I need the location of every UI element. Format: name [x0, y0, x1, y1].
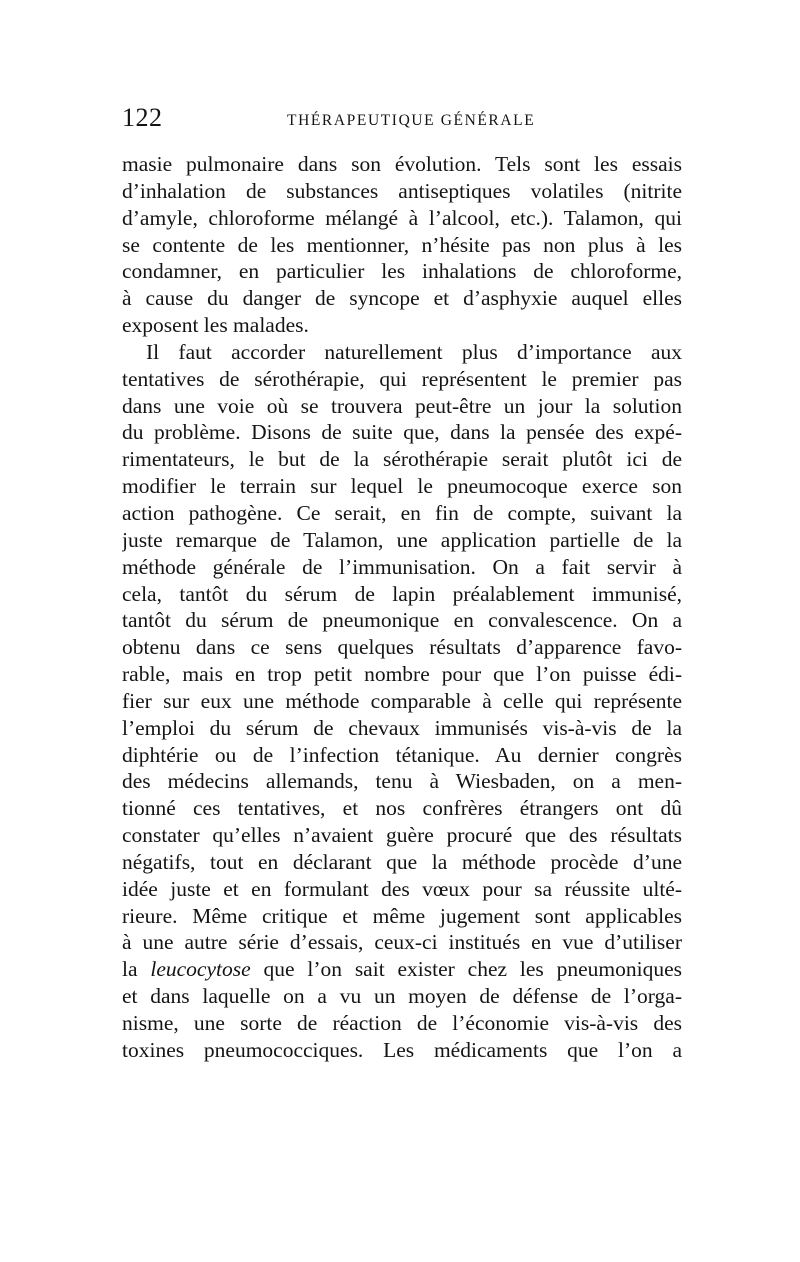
text-line: cela, tantôt du sérum de lapin préalablement immunisé, [122, 581, 682, 606]
text-line: d’inhalation de substances antiseptiques volatiles (nitrite [122, 178, 682, 203]
text-line: à une autre série d’essais, ceux-ci institués en vue d’utiliser [122, 930, 682, 955]
text-line: du problème. Disons de suite que, dans la pensée des expé- [122, 420, 682, 445]
text-line: à cause du danger de syncope et d’asphyxie auquel elles [122, 286, 682, 311]
text-line: dans une voie où se trouvera peut-être un jour la solution [122, 393, 682, 418]
italic-term: leucocytose [150, 957, 251, 982]
text-line: l’emploi du sérum de chevaux immunisés vis-à-vis de la [122, 715, 682, 740]
text-line: Il faut accorder naturellement plus d’importance aux [146, 339, 682, 364]
text-line: juste remarque de Talamon, une application partielle de la [122, 527, 682, 552]
text-line: et dans laquelle on a vu un moyen de défense de l’orga- [122, 984, 682, 1009]
text-line: masie pulmonaire dans son évolution. Tels sont les essais [122, 152, 682, 176]
text-line: rimentateurs, le but de la sérothérapie serait plutôt ici de [122, 447, 682, 472]
text-fragment: la [122, 957, 151, 982]
text-line: négatifs, tout en déclarant que la méthode procède d’une [122, 849, 682, 874]
page-number: 122 [122, 103, 163, 132]
text-line: diphtérie ou de l’infection tétanique. Au dernier congrès [122, 742, 682, 767]
text-line: toxines pneumococciques. Les médicaments que l’on a [122, 1037, 682, 1062]
text-line [122, 956, 682, 983]
page-header [122, 103, 682, 137]
body-text [122, 151, 682, 1064]
text-line: modifier le terrain sur lequel le pneumocoque exerce son [122, 474, 682, 499]
text-line: d’amyle, chloroforme mélangé à l’alcool, etc.). Talamon, qui [122, 205, 682, 230]
text-line: obtenu dans ce sens quelques résultats d’apparence favo- [122, 635, 682, 660]
text-line: exposent les malades. [122, 313, 309, 338]
text-line: méthode générale de l’immunisation. On a fait servir à [122, 554, 682, 579]
text-line: idée juste et en formulant des vœux pour sa réussite ulté- [122, 876, 682, 901]
text-line: rieure. Même critique et même jugement sont applicables [122, 903, 682, 928]
text-line: tentatives de sérothérapie, qui représentent le premier pas [122, 366, 682, 391]
text-fragment: que l’on sait exister chez les pneumoniques [250, 957, 682, 982]
text-line: des médecins allemands, tenu à Wiesbaden, on a men- [122, 769, 682, 794]
running-head: THÉRAPEUTIQUE GÉNÉRALE [287, 112, 536, 129]
text-line: constater qu’elles n’avaient guère procuré que des résultats [122, 823, 682, 848]
text-line: condamner, en particulier les inhalations de chloroforme, [122, 259, 682, 284]
text-line: tionné ces tentatives, et nos confrères étrangers ont dû [122, 796, 682, 821]
text-line: se contente de les mentionner, n’hésite pas non plus à les [122, 232, 682, 257]
text-line: fier sur eux une méthode comparable à celle qui représente [122, 688, 682, 713]
text-line: rable, mais en trop petit nombre pour que l’on puisse édi- [122, 662, 682, 687]
text-line: action pathogène. Ce serait, en fin de compte, suivant la [122, 500, 682, 525]
text-line: tantôt du sérum de pneumonique en convalescence. On a [122, 608, 682, 633]
text-line: nisme, une sorte de réaction de l’économie vis-à-vis des [122, 1011, 682, 1035]
